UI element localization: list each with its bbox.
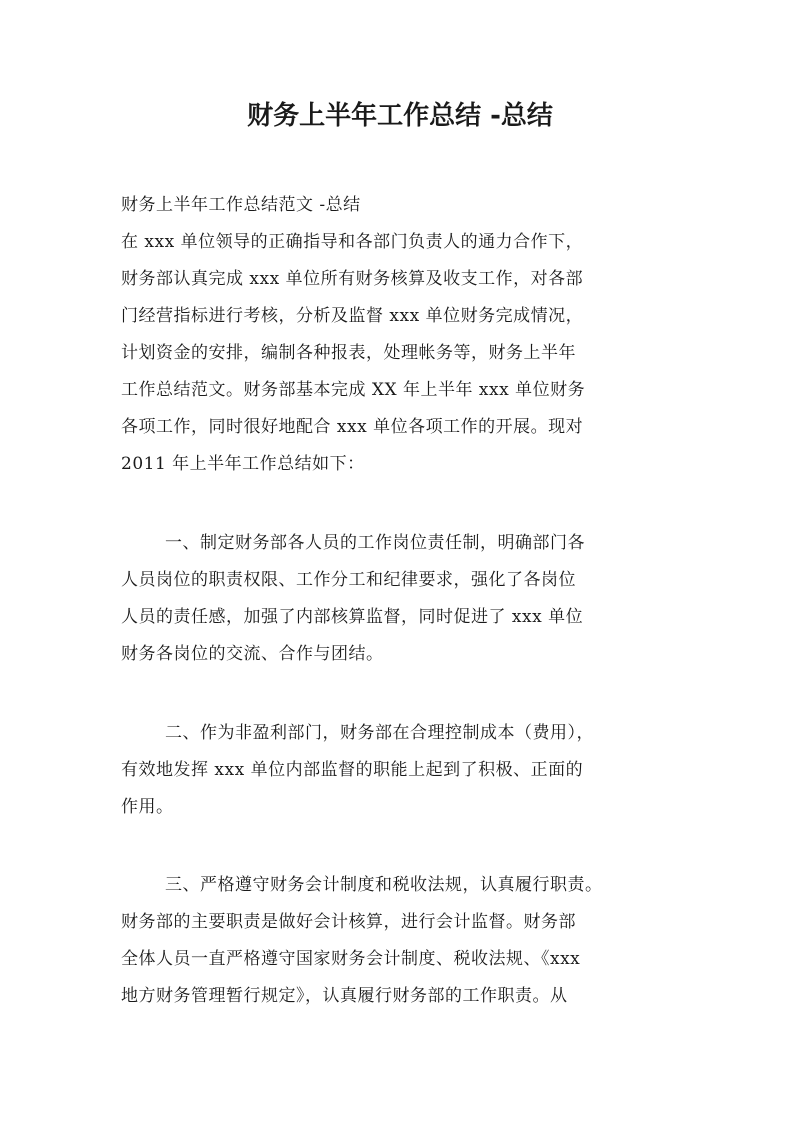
intro-paragraph — [121, 187, 684, 483]
text-line: 财务各岗位的交流、合作与团结。 — [121, 644, 384, 664]
text-line: 2011 年上半年工作总结如下： — [121, 454, 365, 474]
document-title: 财务上半年工作总结 -总结 — [247, 101, 553, 131]
text-line: 有效地发挥 xxx 单位内部监督的职能上起到了积极、正面的 — [121, 760, 584, 780]
text-line: 工作总结范文。财务部基本完成 XX 年上半年 xxx 单位财务 — [121, 380, 586, 400]
text-line: 作用。 — [121, 797, 174, 817]
text-line: 二、作为非盈利部门，财务部在合理控制成本（费用）， — [165, 723, 594, 743]
text-line: 地方财务管理暂行规定》，认真履行财务部的工作职责。从 — [121, 986, 568, 1006]
text-line: 一、制定财务部各人员的工作岗位责任制，明确部门各 — [165, 533, 585, 553]
section-two-paragraph — [121, 715, 684, 826]
text-line: 在 xxx 单位领导的正确指导和各部门负责人的通力合作下， — [121, 232, 584, 252]
text-line: 人员的责任感，加强了内部核算监督，同时促进了 xxx 单位 — [121, 607, 584, 627]
text-line: 各项工作，同时很好地配合 xxx 单位各项工作的开展。现对 — [121, 417, 584, 437]
text-line: 财务部认真完成 xxx 单位所有财务核算及收支工作，对各部 — [121, 269, 584, 289]
text-line: 计划资金的安排，编制各种报表，处理帐务等，财务上半年 — [121, 343, 576, 363]
text-line: 三、严格遵守财务会计制度和税收法规，认真履行职责。 — [165, 875, 603, 895]
text-line: 全体人员一直严格遵守国家财务会计制度、税收法规、《xxx — [121, 949, 581, 969]
text-line: 财务上半年工作总结范文 -总结 — [121, 195, 361, 215]
section-three-paragraph — [121, 867, 684, 1015]
text-line: 财务部的主要职责是做好会计核算，进行会计监督。财务部 — [121, 912, 576, 932]
section-one-paragraph — [121, 525, 684, 673]
text-line: 门经营指标进行考核，分析及监督 xxx 单位财务完成情况， — [121, 306, 584, 326]
text-line: 人员岗位的职责权限、工作分工和纪律要求，强化了各岗位 — [121, 570, 576, 590]
